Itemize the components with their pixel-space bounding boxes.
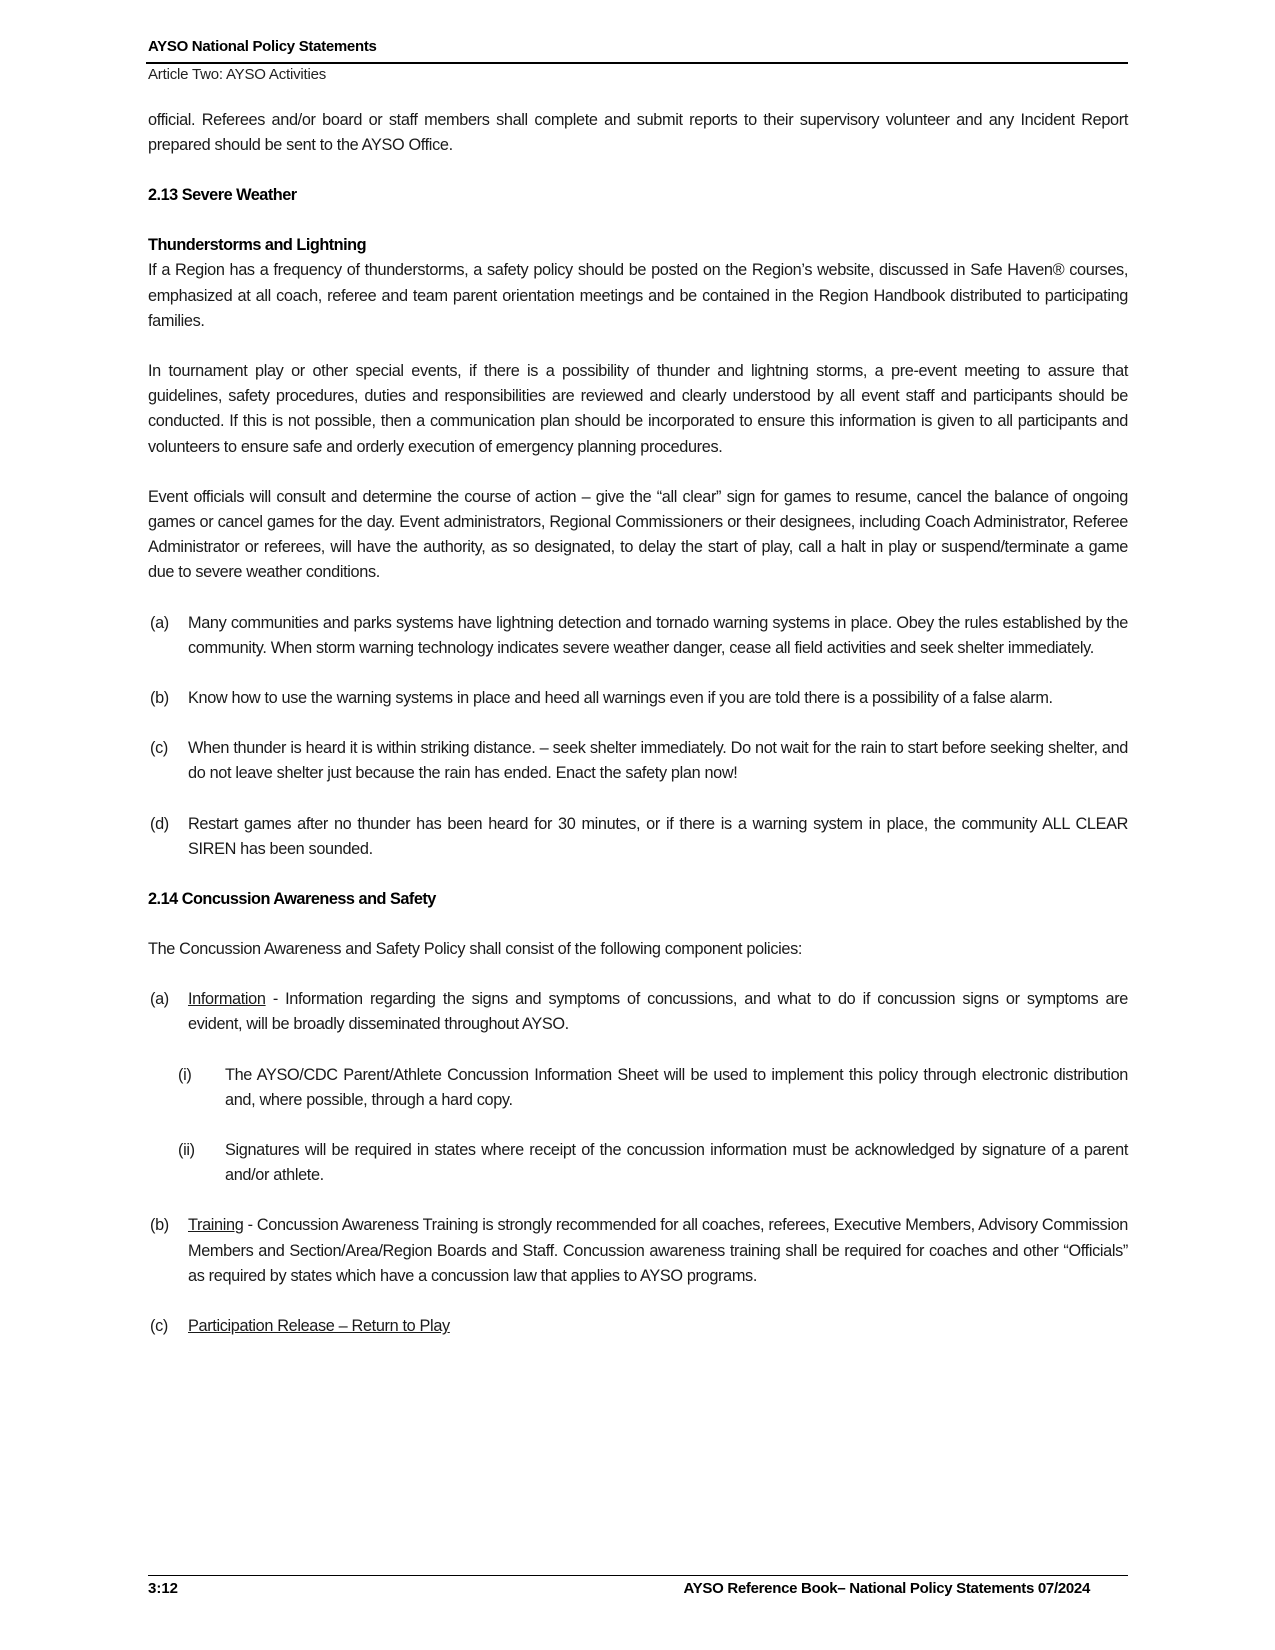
subheading-thunderstorms: Thunderstorms and Lightning xyxy=(148,236,367,255)
list-item-participation-release xyxy=(148,1314,1128,1339)
sub-list-label: (i) xyxy=(178,1065,192,1084)
sub-list-label: (ii) xyxy=(178,1141,195,1160)
list-item-title: Training xyxy=(188,1216,244,1235)
paragraph: If a Region has a frequency of thunderstorms, a safety policy should be posted on the Region’s website, discussed in Safe Haven® courses, emphasized at all coach, referee and team parent orientation meetings and be contained in the Region Handbook distributed to participating families. xyxy=(148,261,1128,330)
paragraph: In tournament play or other special events, if there is a possibility of thunder and lightning storms, a pre-event meeting to assure that guidelines, safety procedures, duties and responsibilities are reviewed and clearly understood by all event staff and participants should be conducted. If this is not possible, then a communication plan should be incorporated to ensure this information is given to all participants and volunteers to ensure safe and orderly execution of emergency planning procedures. xyxy=(148,362,1128,456)
footer-rule xyxy=(148,1575,1128,1576)
list-label: (b) xyxy=(150,689,169,708)
list-item-title: Participation Release – Return to Play xyxy=(188,1317,450,1336)
list-text: Know how to use the warning systems in place and heed all warnings even if you are told there is a possibility of a false alarm. xyxy=(188,689,1053,708)
list-label: (a) xyxy=(150,990,169,1009)
list-text: Restart games after no thunder has been heard for 30 minutes, or if there is a warning system in place, the community ALL CLEAR SIREN has been sounded. xyxy=(188,814,1128,858)
list-label: (c) xyxy=(150,1317,168,1336)
list-item xyxy=(148,736,1128,786)
list-text: Many communities and parks systems have lightning detection and tornado warning systems in place. Obey the rules established by the community. When storm warning technology indicates severe weather danger, cease all field activities and seek shelter immediately. xyxy=(188,613,1128,657)
list-label: (c) xyxy=(150,739,168,758)
footer-title: AYSO Reference Book– National Policy Statements 07/2024 xyxy=(683,1580,1090,1597)
paragraph: Event officials will consult and determine the course of action – give the “all clear” sign for games to resume, cancel the balance of ongoing games or cancel games for the day. Event administrators, Regional Commissioners or their designees, including Coach Administrator, Referee Administrator or referees, will have the authority, as so designated, to delay the start of play, call a halt in play or suspend/terminate a game due to severe weather conditions. xyxy=(148,487,1128,582)
sub-list-text: Signatures will be required in states where receipt of the concussion information must be acknowledged by signature of a parent and/or athlete. xyxy=(225,1141,1128,1185)
list-label: (a) xyxy=(150,613,169,632)
running-header-subtitle: Article Two: AYSO Activities xyxy=(148,66,327,83)
list-label: (d) xyxy=(150,814,169,833)
list-item-training xyxy=(148,1213,1128,1289)
list-label: (b) xyxy=(150,1216,169,1235)
list-item-information xyxy=(148,987,1128,1037)
intro-paragraph: official. Referees and/or board or staff members shall complete and submit reports to their supervisory volunteer and any Incident Report prepared should be sent to the AYSO Office. xyxy=(148,111,1128,155)
list-item xyxy=(148,611,1128,661)
list-text: - Information regarding the signs and symptoms of concussions, and what to do if concussion signs or symptoms are evident, will be broadly disseminated throughout AYSO. xyxy=(188,990,1128,1034)
list-item-title: Information xyxy=(188,990,266,1009)
list-text: When thunder is heard it is within striking distance. – seek shelter immediately. Do not wait for the rain to start before seeking shelter, and do not leave shelter just because the rain has ended. Enact the safety plan now! xyxy=(188,739,1128,783)
list-item xyxy=(148,686,1128,711)
document-body xyxy=(148,108,1128,1364)
header-rule xyxy=(146,62,1128,64)
sub-list-item xyxy=(148,1063,1128,1113)
list-item xyxy=(148,812,1128,862)
sub-list-text: The AYSO/CDC Parent/Athlete Concussion Information Sheet will be used to implement this policy through electronic distribution and, where possible, through a hard copy. xyxy=(225,1065,1128,1109)
sub-list-item xyxy=(148,1138,1128,1188)
section-heading-2-14: 2.14 Concussion Awareness and Safety xyxy=(148,890,436,909)
footer-page-number: 3:12 xyxy=(148,1580,179,1597)
running-header-title: AYSO National Policy Statements xyxy=(148,38,377,55)
list-text: - Concussion Awareness Training is strongly recommended for all coaches, referees, Executive Members, Advisory Commission Members and Section/Area/Region Boards and Staff. Concussion awareness training shall be required for coaches and other “Officials” as required by states which have a concussion law that applies to AYSO programs. xyxy=(188,1216,1128,1285)
paragraph: The Concussion Awareness and Safety Policy shall consist of the following component policies: xyxy=(148,940,803,959)
section-heading-2-13: 2.13 Severe Weather xyxy=(148,186,297,205)
